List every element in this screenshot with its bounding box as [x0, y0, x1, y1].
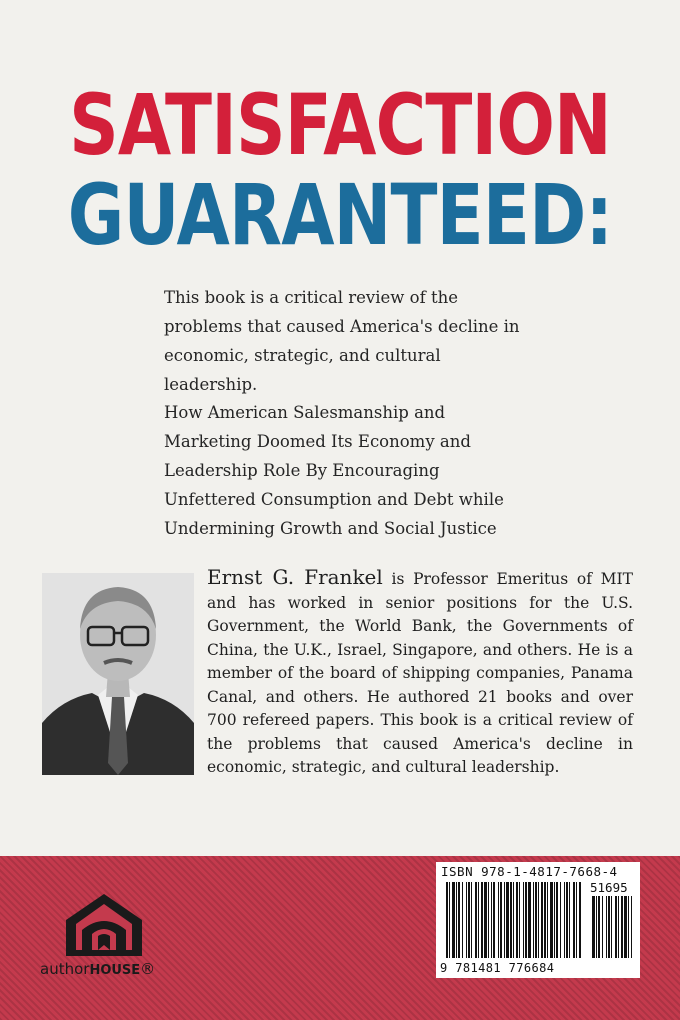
barcode-bar	[491, 882, 492, 958]
barcode-bar	[525, 882, 527, 958]
author-bio-text: is Professor Emeritus of MIT and has worked in senior positions for the U.S. Government, the World Bank, the Governments of China, the U.K., Israel, Singapore, and others. He is a member of the board of shipping companies, Panama Canal, and others. He authored 21 books and over 700 refereed papers. This book is a critical review of the problems that caused America's decline in economic, strategic, and cultural leadership.	[207, 570, 633, 776]
barcode-bar	[519, 882, 520, 958]
barcode-bar	[481, 882, 483, 958]
barcode-bar	[449, 882, 450, 958]
barcode-addon-bar	[608, 896, 610, 958]
authorhouse-arch-logo-icon	[62, 890, 146, 960]
publisher-registered: ®	[140, 960, 156, 978]
publisher-name-bold: HOUSE	[89, 963, 141, 978]
title-line-2: GUARANTEED:	[67, 166, 613, 264]
barcode-bar	[506, 882, 509, 958]
blurb-summary: This book is a critical review of the problems that caused America's decline in economic, strategic, and cultural leadership.	[164, 288, 520, 394]
author-name: Ernst G. Frankel	[207, 565, 383, 589]
barcode-bar	[513, 882, 514, 958]
barcode-bar	[510, 882, 512, 958]
barcode-bar	[500, 882, 502, 958]
title-line-1: SATISFACTION	[69, 76, 611, 174]
barcode-bar	[528, 882, 531, 958]
barcode-bar	[488, 882, 489, 958]
isbn-label: ISBN 978-1-4817-7668-4	[441, 864, 618, 879]
barcode-bar	[544, 882, 546, 958]
barcode-bar	[504, 882, 505, 958]
barcode-bar	[556, 882, 558, 958]
barcode-addon-bar	[618, 896, 619, 958]
barcode-bar	[535, 882, 537, 958]
barcode-bar	[550, 882, 553, 958]
barcode-bar	[560, 882, 561, 958]
barcode-addon-bar	[598, 896, 600, 958]
barcode-bar	[468, 882, 470, 958]
barcode-addon-bar	[615, 896, 617, 958]
barcode-bar	[458, 882, 460, 958]
barcode-bar	[446, 882, 448, 958]
barcode-bar	[554, 882, 555, 958]
barcode-digits: 9 781481 776684	[440, 961, 555, 975]
barcode-bar	[541, 882, 543, 958]
barcode-bar	[533, 882, 534, 958]
barcode-bar	[564, 882, 565, 958]
barcode-bar	[573, 882, 575, 958]
blurb-subtitle: How American Salesmanship and Marketing Doomed Its Economy and Leadership Role By Encouraging Unfettered Consumption and Debt while Undermining Growth and Social Justice	[164, 403, 504, 538]
publisher-name	[40, 960, 155, 978]
barcode-addon-bar	[606, 896, 607, 958]
author-photo	[42, 573, 194, 775]
barcode-addon-bar	[596, 896, 597, 958]
barcode	[440, 880, 636, 962]
barcode-bar	[466, 882, 467, 958]
barcode-bar	[456, 882, 457, 958]
barcode-addon-bar	[628, 896, 629, 958]
barcode-addon-bar	[631, 896, 632, 958]
barcode-bar	[523, 882, 524, 958]
barcode-addon-bar	[621, 896, 623, 958]
barcode-addon-bar	[624, 896, 627, 958]
barcode-bar	[484, 882, 487, 958]
barcode-bar	[478, 882, 479, 958]
barcode-bar	[452, 882, 455, 958]
barcode-bar	[471, 882, 472, 958]
barcode-addon-bar	[592, 896, 595, 958]
barcode-addon-bar	[602, 896, 603, 958]
barcode-bar	[576, 882, 577, 958]
barcode-bar	[569, 882, 570, 958]
publisher-name-light: author	[40, 960, 90, 978]
barcode-bar	[566, 882, 568, 958]
barcode-bar	[516, 882, 518, 958]
barcode-addon-bar	[611, 896, 612, 958]
barcode-addon-number: 51695	[590, 880, 628, 895]
barcode-bar	[498, 882, 499, 958]
barcode-bar	[475, 882, 477, 958]
barcode-bar	[493, 882, 495, 958]
barcode-bar	[579, 882, 581, 958]
barcode-bar	[462, 882, 463, 958]
barcode-bar	[547, 882, 548, 958]
author-bio	[207, 566, 633, 780]
barcode-bar	[538, 882, 539, 958]
